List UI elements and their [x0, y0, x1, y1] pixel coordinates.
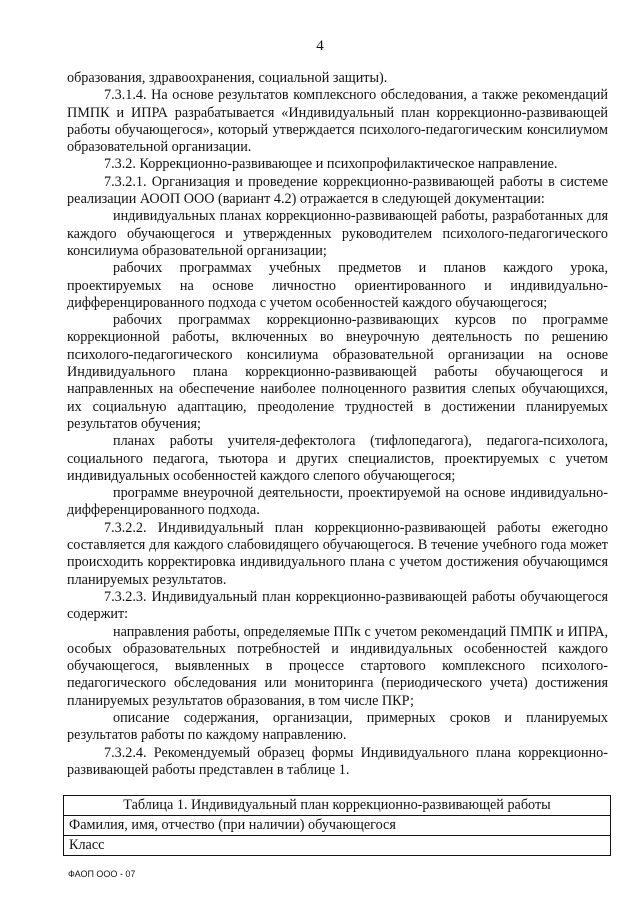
- table-row: Фамилия, имя, отчество (при наличии) обучающегося: [64, 816, 611, 836]
- list-item: описание содержания, организации, примерных сроков и планируемых результатов работы по каждому направлению.: [67, 709, 608, 744]
- paragraph: 7.3.2.1. Организация и проведение коррекционно-развивающей работы в системе реализации АООП ООО (вариант 4.2) отражается в следующей документации:: [67, 173, 608, 208]
- list-item: направления работы, определяемые ППк с учетом рекомендаций ПМПК и ИПРА, особых образовательных потребностей и индивидуальных особенностей каждого обучающегося, выявленных в процессе стартового комплексного психолого-педагогического обследования или мониторинга (периодического учета) достижения планируемых результатов образования, в том числе ПКР;: [67, 623, 608, 709]
- paragraph: 7.3.2.2. Индивидуальный план коррекционно-развивающей работы ежегодно составляется для каждого слабовидящего обучающегося. В течение учебного года может происходить корректировка индивидуального плана с учетом достижения обучающимся планируемых результатов.: [67, 519, 608, 588]
- list-item: рабочих программах коррекционно-развивающих курсов по программе коррекционной работы, включенных во внеурочную деятельность по решению психолого-педагогического консилиума образовательной организации на основе Индивидуального плана коррекционно-развивающей работы обучающегося и направленных на обеспечение наиболее полноценного развития слепых обучающихся, их социальную адаптацию, преодоление трудностей в достижении планируемых результатов обучения;: [67, 312, 608, 432]
- plan-table: [63, 795, 611, 856]
- list-item: рабочих программах учебных предметов и планов каждого урока, проектируемых на основе личностно ориентированного и индивидуально-дифференцированного подхода с учетом особенностей каждого обучающегося;: [67, 260, 608, 311]
- document-body: [67, 70, 608, 779]
- paragraph: 7.3.1.4. На основе результатов комплексного обследования, а также рекомендаций ПМПК и ИПРА разрабатывается «Индивидуальный план коррекционно-развивающей работы обучающегося», который утверждается психолого-педагогическим консилиумом образовательной организации.: [67, 87, 608, 156]
- table-caption: Таблица 1. Индивидуальный план коррекционно-развивающей работы: [64, 796, 611, 816]
- paragraph: 7.3.2. Коррекционно-развивающее и психопрофилактическое направление.: [104, 156, 558, 173]
- paragraph: 7.3.2.4. Рекомендуемый образец формы Индивидуального плана коррекционно-развивающей работы представлен в таблице 1.: [67, 744, 608, 778]
- paragraph: образования, здравоохранения, социальной защиты).: [67, 70, 388, 86]
- list-item: программе внеурочной деятельности, проектируемой на основе индивидуально-дифференцированного подхода.: [67, 485, 608, 519]
- page-number: 4: [316, 38, 324, 54]
- list-item: планах работы учителя-дефектолога (тифлопедагога), педагога-психолога, социального педагога, тьютора и других специалистов, проектируемых с учетом индивидуальных особенностей каждого слепого обучающегося;: [67, 433, 608, 484]
- list-item: индивидуальных планах коррекционно-развивающей работы, разработанных для каждого обучающегося и утвержденных руководителем психолого-педагогического консилиума образовательной организации;: [67, 208, 608, 259]
- footer-code: ФАОП ООО - 07: [68, 869, 136, 879]
- table-row: Класс: [64, 836, 611, 856]
- paragraph: 7.3.2.3. Индивидуальный план коррекционно-развивающей работы обучающегося содержит:: [67, 588, 608, 623]
